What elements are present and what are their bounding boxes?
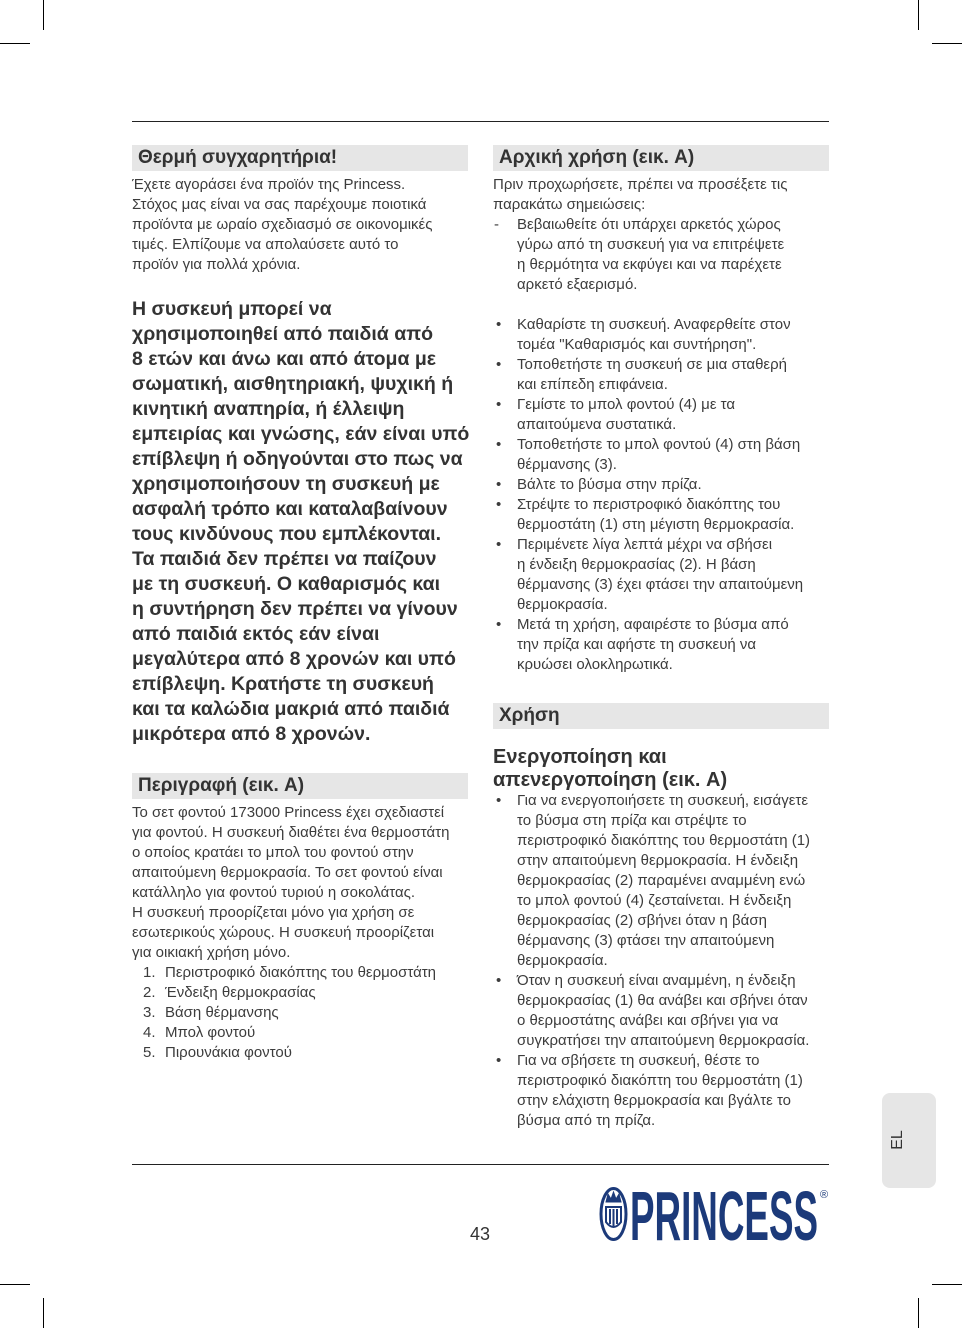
text-line: Τοποθετήστε το μπολ φοντού (4) στη βάση <box>517 436 801 453</box>
text-line: θερμοκρασίας (2) σβήνει όταν η βάση <box>517 912 767 929</box>
text-line: Για να σβήσετε τη συσκευή, θέστε το <box>517 1052 760 1069</box>
crop-mark <box>932 43 962 44</box>
crop-mark <box>918 1298 919 1328</box>
text-line: θερμοστάτη (1) στη μέγιστη θερμοκρασία. <box>517 516 795 533</box>
text-line: προϊόντα με ωραίο σχεδιασμό σε οικονομικές <box>132 216 433 233</box>
text-line: περιστροφικό διακόπτη του θερμοστάτη (1) <box>517 1072 803 1089</box>
text-line: Βεβαιωθείτε ότι υπάρχει αρκετός χώρος <box>517 216 781 233</box>
princess-logo <box>598 1184 834 1246</box>
first-use-heading: Αρχική χρήση (εικ. A) <box>493 145 829 171</box>
text-line: θέρμανσης (3) έχει φτάσει την απαιτούμενη <box>517 576 804 593</box>
step-text <box>517 495 829 535</box>
text-line: θερμοκρασία. <box>517 952 608 969</box>
bullet: • <box>496 476 502 493</box>
bullet: • <box>496 496 502 513</box>
text-line: θερμοκρασία. <box>517 596 608 613</box>
text-line: ασφαλή τρόπο και καταλαβαίνουν <box>132 498 448 520</box>
bullet: • <box>496 972 502 989</box>
text-line: το μπολ φοντού (4) ζεσταίνεται. Η ένδειξη <box>517 892 792 909</box>
text-line: χρησιμοποιηθεί από παιδιά από <box>132 323 434 345</box>
part-number: 2. <box>143 984 156 1001</box>
registered-mark: ® <box>820 1189 829 1201</box>
crop-mark <box>918 0 919 30</box>
text-line: Τοποθετήστε τη συσκευή σε μια σταθερή <box>517 356 787 373</box>
description-text <box>132 803 449 963</box>
text-line: και τα καλώδια μακριά από παιδιά <box>132 698 450 720</box>
crop-mark <box>932 1284 962 1285</box>
bullet: • <box>496 436 502 453</box>
part-label: Βάση θέρμανσης <box>165 1004 279 1021</box>
text-line: απενεργοποίηση (εικ. A) <box>493 769 728 791</box>
part-label: Μπολ φοντού <box>165 1024 256 1041</box>
language-code: EL <box>889 1130 906 1150</box>
step-text <box>517 791 829 971</box>
step-item <box>493 315 829 355</box>
bullet: • <box>496 356 502 373</box>
crop-mark <box>0 43 30 44</box>
step-item <box>493 495 829 535</box>
step-item <box>493 1051 829 1131</box>
text-line: Στρέψτε το περιστροφικό διακόπτης του <box>517 496 781 513</box>
step-item <box>493 615 829 675</box>
text-line: και επίπεδη επιφάνεια. <box>517 376 668 393</box>
step-text <box>517 395 829 435</box>
text-line: η θερμότητα να εκφύγει και να παρέχετε <box>517 256 782 273</box>
text-line: με τη συσκευή. Ο καθαρισμός και <box>132 573 441 595</box>
dash-marker: - <box>494 216 499 233</box>
bullet: • <box>496 536 502 553</box>
text-line: Περιμένετε λίγα λεπτά μέχρι να σβήσει <box>517 536 773 553</box>
first-use-note <box>493 215 829 295</box>
crop-mark <box>0 1284 30 1285</box>
text-line: σωματική, αισθητηριακή, ψυχική ή <box>132 373 454 395</box>
part-item <box>132 983 436 1003</box>
bullet: • <box>496 316 502 333</box>
text-line: Η συσκευή προορίζεται μόνο για χρήση σε <box>132 904 415 921</box>
text-line: Τα παιδιά δεν πρέπει να παίζουν <box>132 548 437 570</box>
part-label: Ένδειξη θερμοκρασίας <box>165 984 316 1001</box>
top-rule <box>132 121 829 122</box>
text-line: κρυώσει ολοκληρωτικά. <box>517 656 673 673</box>
step-item <box>493 791 829 971</box>
part-number: 3. <box>143 1004 156 1021</box>
on-off-subheading <box>493 746 727 792</box>
bullet: • <box>496 1052 502 1069</box>
text-line: από παιδιά εκτός εάν είναι <box>132 623 380 645</box>
text-line: τιμές. Ελπίζουμε να απολαύσετε αυτό το <box>132 236 399 253</box>
step-text <box>517 1051 829 1131</box>
text-line: ο θερμοστάτης ανάβει και σβήνει για να <box>517 1012 779 1029</box>
part-number: 1. <box>143 964 156 981</box>
first-use-intro <box>493 175 787 215</box>
step-text <box>517 615 829 675</box>
crop-mark <box>43 0 44 30</box>
text-line: τομέα "Καθαρισμός και συντήρηση". <box>517 336 757 353</box>
note-text <box>517 215 829 295</box>
parts-list <box>132 963 436 1063</box>
text-line: επίβλεψη ή οδηγούνται στο πως να <box>132 448 463 470</box>
step-text <box>517 971 829 1051</box>
text-line: το βύσμα στη πρίζα και στρέψτε το <box>517 812 747 829</box>
text-line: απαιτούμενα συστατικά. <box>517 416 677 433</box>
part-item <box>132 1003 436 1023</box>
step-text <box>517 475 829 495</box>
text-line: η συντήρηση δεν πρέπει να γίνουν <box>132 598 458 620</box>
text-line: για φοντού. Η συσκευή διαθέτει ένα θερμοστάτη <box>132 824 450 841</box>
text-line: για οικιακή χρήση μόνο. <box>132 944 291 961</box>
text-line: επίβλεψη. Κρατήστε τη συσκευή <box>132 673 434 695</box>
brand-wordmark: PRINCESS <box>630 1184 818 1246</box>
step-text <box>517 315 829 355</box>
text-line: περιστροφικό διακόπτης του θερμοστάτη (1) <box>517 832 811 849</box>
note-item <box>493 215 829 295</box>
text-line: εσωτερικούς χώρους. Η συσκευή προορίζεται <box>132 924 435 941</box>
text-line: θέρμανσης (3) φτάσει την απαιτούμενη <box>517 932 775 949</box>
text-line: χρησιμοποιήσουν τη συσκευή με <box>132 473 440 495</box>
part-number: 4. <box>143 1024 156 1041</box>
welcome-heading: Θερμή συγχαρητήρια! <box>132 145 468 171</box>
part-label: Περιστροφικό διακόπτης του θερμοστάτη <box>165 964 437 981</box>
text-line: γύρω από τη συσκευή για να επιτρέψετε <box>517 236 785 253</box>
part-item <box>132 963 436 983</box>
part-number: 5. <box>143 1044 156 1061</box>
bullet: • <box>496 396 502 413</box>
step-item <box>493 395 829 435</box>
text-line: βύσμα από τη πρίζα. <box>517 1112 656 1129</box>
first-use-steps <box>493 315 829 675</box>
text-line: στην απαιτούμενη θερμοκρασία. Η ένδειξη <box>517 852 799 869</box>
text-line: Ενεργοποίηση και <box>493 746 667 768</box>
crop-mark <box>43 1298 44 1328</box>
language-tab <box>882 1093 936 1188</box>
step-item <box>493 535 829 615</box>
use-heading: Χρήση <box>493 703 829 729</box>
bullet: • <box>496 792 502 809</box>
bottom-rule <box>132 1164 829 1165</box>
text-line: η ένδειξη θερμοκρασίας (2). Η βάση <box>517 556 756 573</box>
part-item <box>132 1043 436 1063</box>
text-line: Μετά τη χρήση, αφαιρέστε το βύσμα από <box>517 616 789 633</box>
text-line: ο οποίος κρατάει το μπολ του φοντού στην <box>132 844 414 861</box>
text-line: αρκετό εξαερισμό. <box>517 276 638 293</box>
text-line: Όταν η συσκευή είναι αναμμένη, η ένδειξη <box>517 972 796 989</box>
step-text <box>517 355 829 395</box>
safety-warning <box>132 297 469 747</box>
use-steps <box>493 791 829 1131</box>
text-line: απαιτούμενη θερμοκρασία. Το σετ φοντού είναι <box>132 864 443 881</box>
step-item <box>493 971 829 1051</box>
text-line: στην ελάχιστη θερμοκρασία και βγάλτε το <box>517 1092 792 1109</box>
text-line: κινητική αναπηρία, ή έλλειψη <box>132 398 405 420</box>
text-line: Καθαρίστε τη συσκευή. Αναφερθείτε στον <box>517 316 791 333</box>
text-line: Η συσκευή μπορεί να <box>132 298 332 320</box>
text-line: μικρότερα από 8 χρονών. <box>132 723 371 745</box>
text-line: Για να ενεργοποιήσετε τη συσκευή, εισάγετε <box>517 792 809 809</box>
welcome-text <box>132 175 432 275</box>
text-line: παρακάτω σημειώσεις: <box>493 196 646 213</box>
step-item <box>493 435 829 475</box>
text-line: Το σετ φοντού 173000 Princess έχει σχεδιαστεί <box>132 804 445 821</box>
text-line: Στόχος μας είναι να σας παρέχουμε ποιοτικά <box>132 196 427 213</box>
page-number: 43 <box>469 1224 491 1244</box>
description-heading: Περιγραφή (εικ. A) <box>132 773 468 799</box>
text-line: θερμοκρασίας (1) θα ανάβει και σβήνει όταν <box>517 992 808 1009</box>
text-line: θέρμανσης (3). <box>517 456 617 473</box>
text-line: την πρίζα και αφήστε τη συσκευή να <box>517 636 757 653</box>
text-line: συγκρατήσει την απαιτούμενη θερμοκρασία. <box>517 1032 810 1049</box>
step-item <box>493 475 829 495</box>
bullet: • <box>496 616 502 633</box>
part-label: Πιρουνάκια φοντού <box>165 1044 292 1061</box>
step-item <box>493 355 829 395</box>
text-line: Έχετε αγοράσει ένα προϊόν της Princess. <box>132 176 406 193</box>
text-line: τους κινδύνους που εμπλέκονται. <box>132 523 442 545</box>
text-line: προϊόν για πολλά χρόνια. <box>132 256 301 273</box>
text-line: μεγαλύτερα από 8 χρονών και υπό <box>132 648 456 670</box>
text-line: εμπειρίας και γνώσης, εάν είναι υπό <box>132 423 470 445</box>
step-text <box>517 435 829 475</box>
part-item <box>132 1023 436 1043</box>
step-text <box>517 535 829 615</box>
crest-icon <box>601 1189 626 1240</box>
text-line: κατάλληλο για φοντού τυριού η σοκολάτας. <box>132 884 416 901</box>
text-line: Βάλτε το βύσμα στην πρίζα. <box>517 476 702 493</box>
text-line: Πριν προχωρήσετε, πρέπει να προσέξετε τις <box>493 176 788 193</box>
text-line: Γεμίστε το μπολ φοντού (4) με τα <box>517 396 736 413</box>
text-line: 8 ετών και άνω και από άτομα με <box>132 348 437 370</box>
text-line: θερμοκρασίας (2) παραμένει αναμμένη ενώ <box>517 872 806 889</box>
